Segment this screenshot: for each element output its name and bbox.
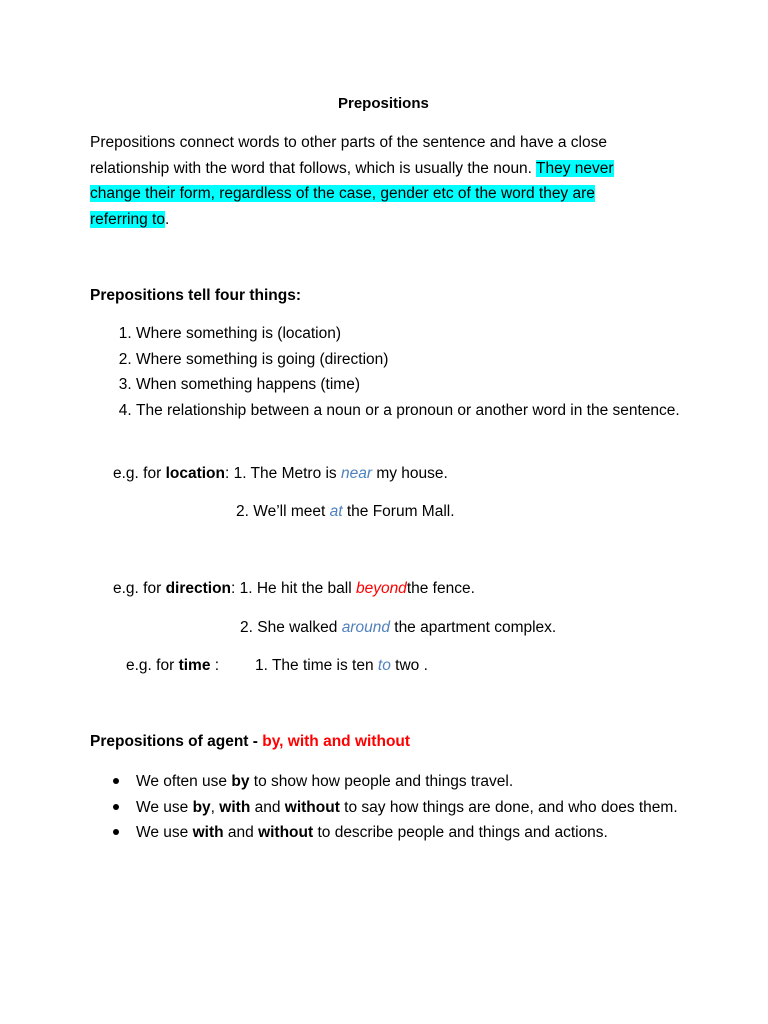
example-preposition: beyond: [355, 580, 407, 597]
section-heading-agent: [90, 733, 410, 751]
example-preposition: around: [341, 619, 390, 636]
example-location-line2: [236, 503, 455, 521]
agent-bullet-list: [90, 769, 696, 846]
example-text: the fence.: [406, 580, 475, 597]
list-item: 2. Where something is going (direction): [136, 347, 696, 373]
example-text: the apartment complex.: [389, 619, 557, 636]
section-heading-four-things: Prepositions tell four things:: [90, 287, 301, 304]
bullet-icon: [113, 778, 119, 784]
example-prefix: e.g. for: [113, 465, 166, 482]
example-preposition: to: [377, 657, 391, 674]
example-direction-line2: [240, 619, 556, 637]
list-item: We often use by to show how people and things travel.: [136, 769, 696, 795]
intro-highlighted-text: They never change their form, regardless of the case, gender etc of the word they are referring to: [90, 159, 614, 228]
example-text: 2. We’ll meet: [236, 503, 330, 520]
example-location-line1: [113, 465, 448, 483]
example-time-label: [126, 657, 219, 675]
list-item: 4. The relationship between a noun or a pronoun or another word in the sentence.: [136, 398, 696, 424]
example-preposition: at: [329, 503, 343, 520]
example-text: 1. The time is ten: [255, 657, 378, 674]
example-text: 2. She walked: [240, 619, 342, 636]
list-item: 1. Where something is (location): [136, 321, 696, 347]
example-label: time: [178, 657, 211, 674]
list-item: 3. When something happens (time): [136, 372, 696, 398]
bullet-icon: [113, 804, 119, 810]
example-label: direction: [165, 580, 232, 597]
intro-end: .: [164, 210, 170, 228]
example-direction-line1: [113, 580, 475, 598]
list-item: We use with and without to describe people and things and actions.: [136, 820, 696, 846]
example-text: my house.: [372, 465, 448, 482]
example-prefix: e.g. for: [113, 580, 166, 597]
example-prefix: e.g. for: [126, 657, 179, 674]
example-time-line1: [255, 657, 428, 675]
heading-text: Prepositions of agent -: [90, 733, 263, 750]
example-text: :: [210, 657, 220, 674]
four-things-list: [90, 321, 696, 423]
bullet-icon: [113, 829, 119, 835]
example-text: the Forum Mall.: [342, 503, 455, 520]
intro-text: Prepositions connect words to other parts of the sentence and have a close relationship with the word that follows, which is usually the noun.: [90, 134, 607, 177]
example-text: : 1. He hit the ball: [231, 580, 356, 597]
page-title: Prepositions: [338, 95, 429, 112]
example-label: location: [165, 465, 225, 482]
example-text: two .: [390, 657, 428, 674]
list-item: We use by, with and without to say how things are done, and who does them.: [136, 795, 696, 821]
example-text: : 1. The Metro is: [224, 465, 341, 482]
heading-highlight: by, with and without: [262, 733, 411, 750]
intro-paragraph: [90, 130, 650, 232]
example-preposition: near: [341, 465, 373, 482]
